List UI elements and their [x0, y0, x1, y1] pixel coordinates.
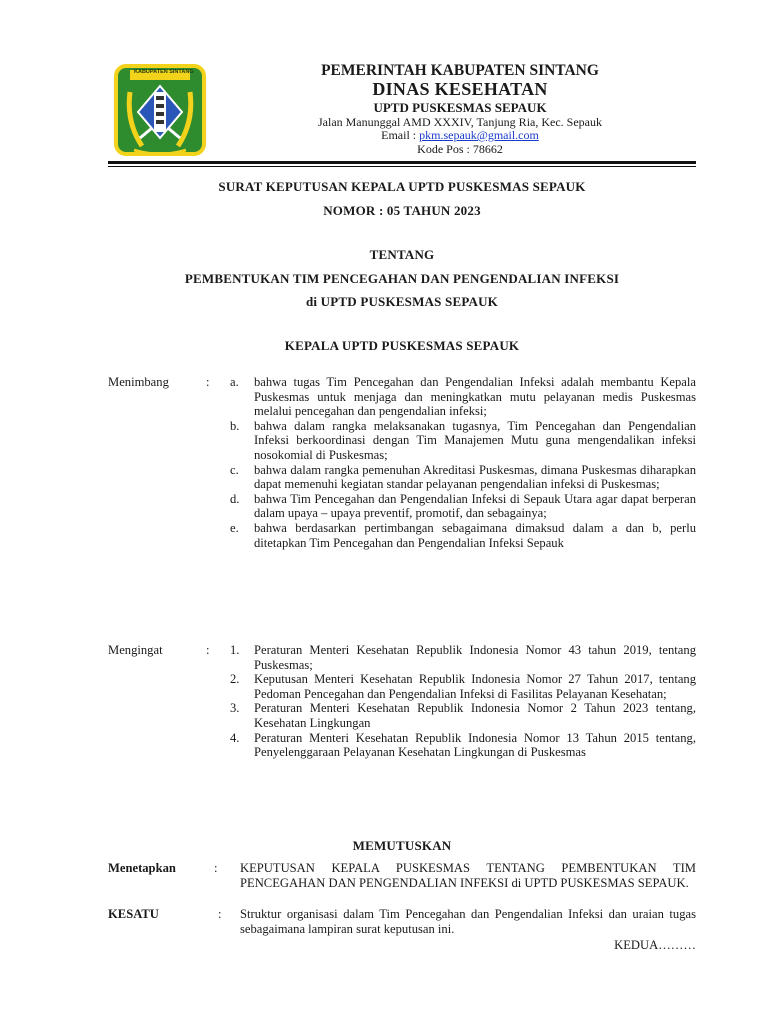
mengingat-list — [230, 643, 696, 760]
kesatu-colon: : — [218, 907, 222, 921]
next-page-catchword: KEDUA……… — [614, 938, 696, 952]
list-marker: 2. — [230, 672, 240, 687]
email-label: Email : — [381, 128, 420, 142]
menetapkan-colon: : — [214, 861, 218, 875]
subject-line-1: PEMBENTUKAN TIM PENCEGAHAN DAN PENGENDALIAN INFEKSI — [184, 271, 620, 286]
menimbang-list — [230, 375, 696, 550]
kesatu-text: Struktur organisasi dalam Tim Pencegahan dan Pengendalian Infeksi dan uraian tugas sebagaimana lampiran surat keputusan ini. — [240, 907, 696, 936]
list-marker: 3. — [230, 701, 240, 716]
header-email — [200, 128, 720, 143]
list-marker: e. — [230, 520, 239, 535]
official-heading: KEPALA UPTD PUSKESMAS SEPAUK — [284, 338, 520, 353]
list-marker: b. — [230, 418, 240, 433]
list-text: bahwa dalam rangka melaksanakan tugasnya, Tim Pencegahan dan Pengendalian Infeksi berkoordinasi dengan Tim Manajemen Mutu guna mengendalikan infeksi nosokomial di Puskesmas; — [254, 418, 696, 462]
header-divider-thin — [108, 166, 696, 167]
decree-number: NOMOR : 05 TAHUN 2023 — [323, 203, 481, 218]
header-postal-code: Kode Pos : 78662 — [417, 142, 503, 156]
header-government: PEMERINTAH KABUPATEN SINTANG — [321, 62, 599, 79]
header-department: DINAS KESEHATAN — [372, 79, 548, 99]
list-item — [230, 521, 696, 550]
memutuskan-heading: MEMUTUSKAN — [352, 838, 452, 853]
list-item — [230, 463, 696, 492]
decree-title: SURAT KEPUTUSAN KEPALA UPTD PUSKESMAS SEPAUK — [218, 179, 586, 194]
kesatu-label: KESATU — [108, 907, 159, 921]
menimbang-colon: : — [206, 375, 210, 389]
header-unit: UPTD PUSKESMAS SEPAUK — [373, 100, 547, 115]
tentang-heading: TENTANG — [369, 247, 435, 262]
header-divider-thick — [108, 161, 696, 164]
list-text: Peraturan Menteri Kesehatan Republik Indonesia Nomor 2 Tahun 2023 tentang, Kesehatan Lingkungan — [254, 701, 696, 730]
list-text: bahwa tugas Tim Pencegahan dan Pengendalian Infeksi adalah membantu Kepala Puskesmas untuk menjaga dan meningkatkan mutu pelayanan medis Puskesmas melalui pencegahan dan pengendalian infeksi; — [254, 375, 696, 419]
list-text: bahwa dalam rangka pemenuhan Akreditasi Puskesmas, dimana Puskesmas diharapkan dapat memenuhi kegiatan standar pelayanan pengendalian infeksi di Puskesmas; — [254, 462, 696, 492]
list-item — [230, 492, 696, 521]
logo-label: KABUPATEN SINTANG — [134, 69, 194, 75]
list-text: bahwa Tim Pencegahan dan Pengendalian Infeksi di Sepauk Utara agar dapat berperan dalam upaya – upaya preventif, promotif, dan sebagainya; — [254, 491, 696, 521]
list-item — [230, 375, 696, 419]
list-text: Keputusan Menteri Kesehatan Republik Indonesia Nomor 27 Tahun 2017, tentang Pedoman Pencegahan dan Pengendalian Infeksi di Fasilitas Pelayanan Kesehatan; — [254, 672, 696, 701]
kabupaten-sintang-logo — [112, 62, 208, 158]
list-item — [230, 701, 696, 730]
list-marker: 1. — [230, 643, 240, 657]
list-marker: a. — [230, 375, 239, 389]
list-text: Peraturan Menteri Kesehatan Republik Indonesia Nomor 43 tahun 2019, tentang Puskesmas; — [254, 643, 696, 672]
subject-line-2: di UPTD PUSKESMAS SEPAUK — [305, 294, 498, 309]
list-marker: 4. — [230, 730, 240, 745]
mengingat-colon: : — [206, 643, 210, 657]
menimbang-label: Menimbang — [108, 375, 169, 389]
menetapkan-text: KEPUTUSAN KEPALA PUSKESMAS TENTANG PEMBENTUKAN TIM PENCEGAHAN DAN PENGENDALIAN INFEKSI di UPTD PUSKESMAS SEPAUK. — [240, 861, 696, 890]
menetapkan-label: Menetapkan — [108, 861, 176, 875]
list-item — [230, 419, 696, 463]
email-link[interactable]: pkm.sepauk@gmail.com — [419, 128, 539, 142]
mengingat-label: Mengingat — [108, 643, 163, 657]
list-item — [230, 672, 696, 701]
list-item — [230, 643, 696, 672]
list-text: bahwa berdasarkan pertimbangan sebagaimana dimaksud dalam a dan b, perlu ditetapkan Tim Pencegahan dan Pengendalian Infeksi Sepauk — [254, 520, 696, 550]
list-item — [230, 731, 696, 760]
list-text: Peraturan Menteri Kesehatan Republik Indonesia Nomor 13 Tahun 2015 tentang, Penyelenggaraan Pelayanan Kesehatan Lingkungan di Puskesmas — [254, 730, 696, 760]
list-marker: d. — [230, 491, 240, 506]
list-marker: c. — [230, 462, 239, 477]
header-address: Jalan Manunggal AMD XXXIV, Tanjung Ria, Kec. Sepauk — [317, 115, 602, 129]
